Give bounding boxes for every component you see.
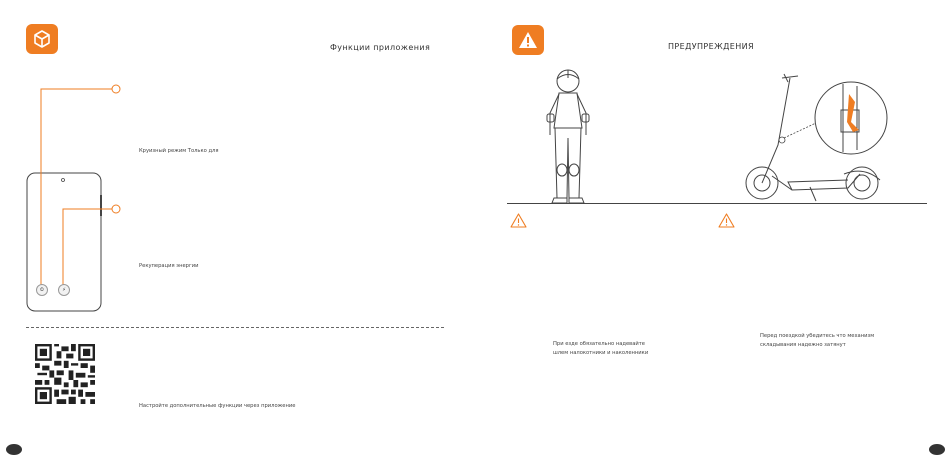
cruise-icon: ⏲ [36, 284, 48, 296]
cruise-mode-text: Круизный режим Только для [139, 148, 219, 154]
page-title-app-functions: Функции приложения [330, 43, 431, 52]
warning-2-line-2: складывания надежно затянут [760, 342, 846, 348]
page-number-left [6, 444, 22, 455]
regen-icon: ⚡ [58, 284, 70, 296]
warning-triangle-icon [718, 213, 735, 228]
ground-line [507, 203, 927, 204]
warning-triangle-icon [510, 213, 527, 228]
warning-icon [512, 25, 544, 55]
folding-mechanism-detail [813, 80, 889, 156]
page-title-warnings: ПРЕДУПРЕЖДЕНИЯ [668, 42, 754, 51]
box-icon [26, 24, 58, 54]
warning-2-line-1: Перед поездкой убедитесь что механизм [760, 333, 875, 339]
warning-text-protective-gear [553, 340, 648, 358]
rider-illustration [540, 68, 596, 206]
warning-1-line-1: При езде обязательно надевайте [553, 341, 645, 347]
energy-recovery-text: Рекуперация энергии [139, 263, 199, 269]
warning-text-folding-mechanism [760, 332, 874, 350]
qr-code[interactable] [35, 344, 95, 404]
dashed-divider [26, 327, 444, 328]
qr-caption: Настройте дополнительные функции через приложение [139, 403, 296, 409]
page-number-right [929, 444, 945, 455]
warning-1-line-2: шлем налокотники и наколенники [553, 350, 649, 356]
phone-illustration [20, 80, 130, 320]
